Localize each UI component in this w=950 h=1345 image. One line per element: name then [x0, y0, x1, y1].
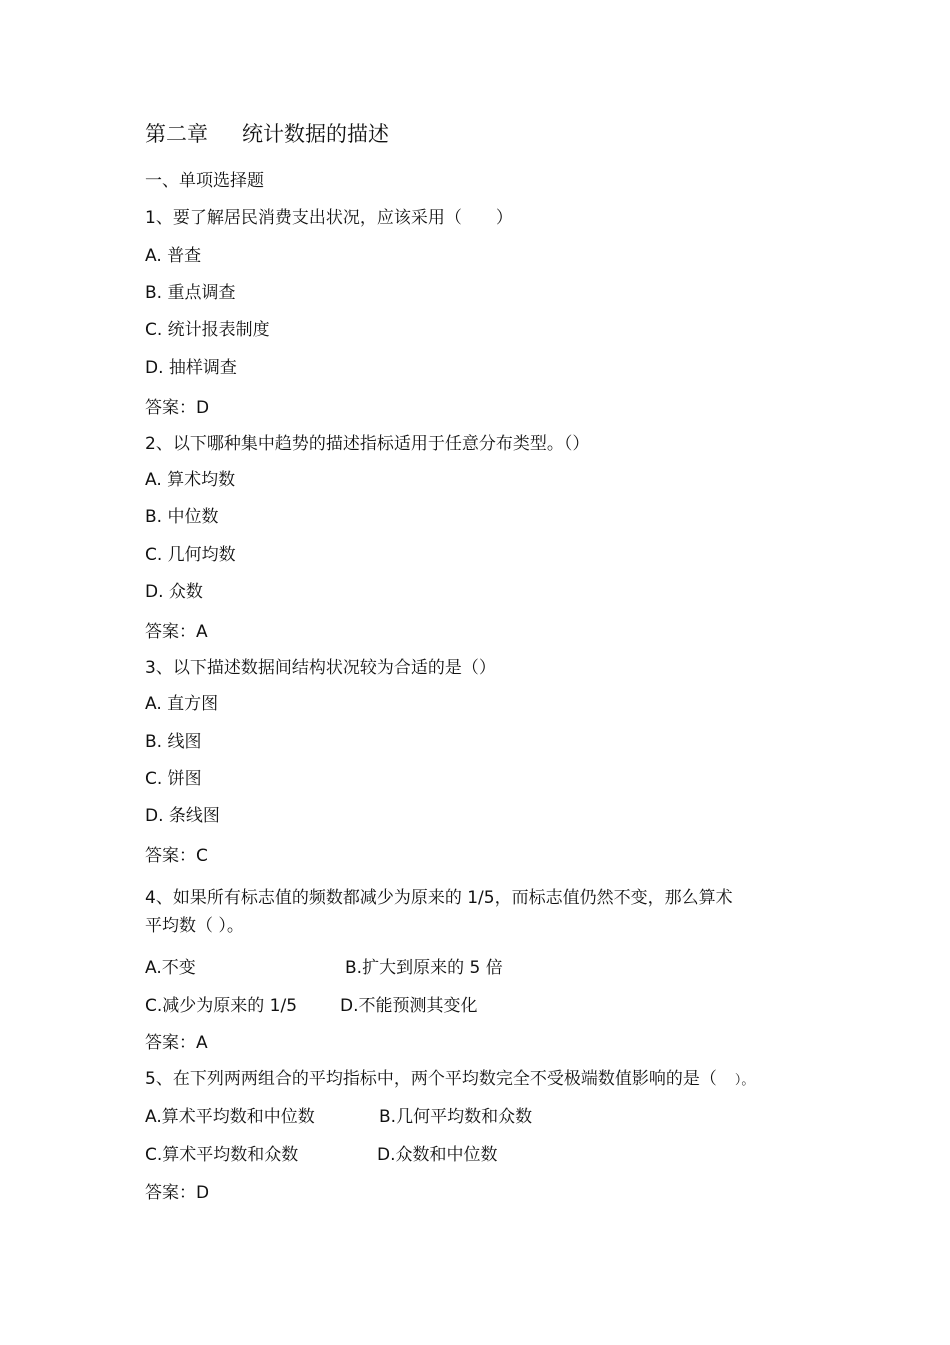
question-1-answer: 答案：D: [145, 398, 210, 418]
question-5-stem-tail: ）。: [734, 1073, 755, 1088]
question-2-option-c: C. 几何均数: [145, 545, 236, 565]
question-5-stem: [145, 1068, 754, 1092]
question-4-answer: 答案：A: [145, 1033, 208, 1053]
question-3-option-b: B. 线图: [145, 732, 202, 752]
question-4-stem-line2: 平均数（ ）。: [145, 916, 244, 936]
question-2-stem: 2、以下哪种集中趋势的描述指标适用于任意分布类型。（）: [145, 434, 590, 454]
question-1-option-a: A. 普查: [145, 246, 202, 266]
question-2-option-b: B. 中位数: [145, 507, 219, 527]
question-4-options-row1: [145, 957, 503, 979]
question-2-option-d: D. 众数: [145, 582, 203, 602]
section-heading: 一、单项选择题: [145, 171, 264, 191]
question-2-answer: 答案：A: [145, 622, 208, 642]
question-4-option-d: D.不能预测其变化: [340, 996, 478, 1016]
question-5-options-row2: [145, 1144, 498, 1166]
question-3-option-a: A. 直方图: [145, 694, 219, 714]
chapter-title: 统计数据的描述: [242, 122, 389, 146]
question-5-stem-text: 5、在下列两两组合的平均指标中，两个平均数完全不受极端数值影响的是（: [145, 1069, 717, 1089]
question-1-option-c: C. 统计报表制度: [145, 320, 270, 340]
question-3-option-c: C. 饼图: [145, 769, 202, 789]
question-1-stem: 1、要了解居民消费支出状况，应该采用（ ）: [145, 208, 513, 228]
question-5-options-row1: [145, 1106, 532, 1128]
question-3-option-d: D. 条线图: [145, 806, 220, 826]
question-1-option-b: B. 重点调查: [145, 283, 236, 303]
question-4-option-b: B.扩大到原来的 5 倍: [345, 958, 503, 978]
question-5-option-b: B.几何平均数和众数: [379, 1107, 533, 1127]
question-5-answer: 答案：D: [145, 1183, 210, 1203]
question-4-option-a: A.不变: [145, 958, 196, 978]
question-4-options-row2: [145, 995, 478, 1017]
question-3-stem: 3、以下描述数据间结构状况较为合适的是（）: [145, 658, 496, 678]
question-4-stem-line1: 4、如果所有标志值的频数都减少为原来的 1/5，而标志值仍然不变，那么算术: [145, 888, 733, 908]
question-1-option-d: D. 抽样调查: [145, 358, 237, 378]
question-3-answer: 答案：C: [145, 846, 208, 866]
chapter-heading: [145, 120, 389, 148]
question-4-option-c: C.减少为原来的 1/5: [145, 996, 298, 1016]
question-5-option-a: A.算术平均数和中位数: [145, 1107, 315, 1127]
question-5-option-c: C.算术平均数和众数: [145, 1145, 299, 1165]
question-2-option-a: A. 算术均数: [145, 470, 236, 490]
question-5-option-d: D.众数和中位数: [377, 1145, 498, 1165]
chapter-number: 第二章: [145, 122, 208, 146]
